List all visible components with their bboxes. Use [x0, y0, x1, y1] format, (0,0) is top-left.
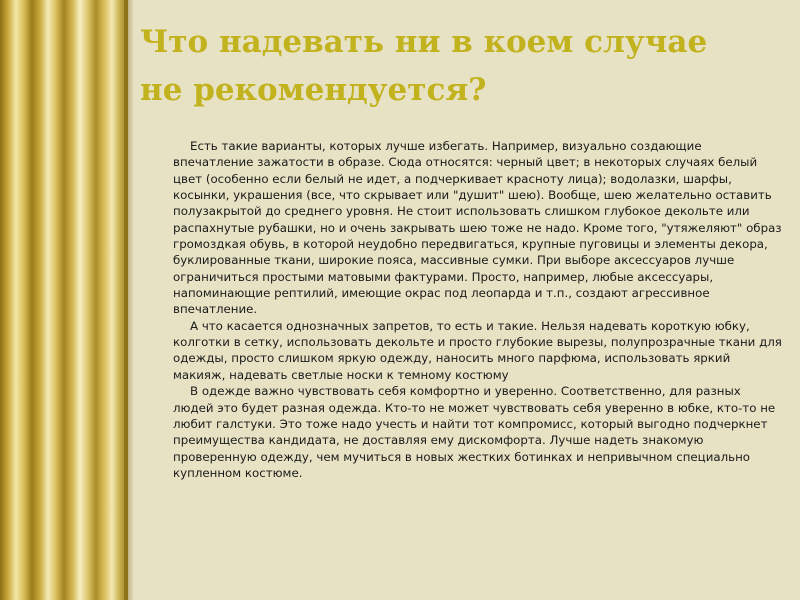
title-line-2: не рекомендуется?	[140, 72, 487, 108]
curtain-shadow	[124, 0, 134, 600]
paragraph-2: А что касается однозначных запретов, то есть и такие. Нельзя надевать короткую юбку, колготки в сетку, использовать декольте и просто глубокие вырезы, полупрозрачные ткани для одежды, просто слишком яркую одежду, наносить много парфюма, использовать яркий макияж, надевать светлые носки к темному костюму	[173, 318, 782, 382]
slide-body-text	[173, 138, 783, 481]
slide-title	[140, 18, 790, 114]
paragraph-1: Есть такие варианты, которых лучше избегать. Например, визуально создающие впечатление зажатости в образе. Сюда относятся: черный цвет; в некоторых случаях белый цвет (особенно если белый не идет, а подчеркивает красноту лица); водолазки, шарфы, косынки, украшения (все, что скрывает или "душит" шею). Вообще, шею желательно оставить полузакрытой до среднего уровня. Не стоит использовать слишком глубокое декольте или распахнутые рубашки, но и очень закрывать шею тоже не надо. Кроме того, "утяжеляют" образ громоздкая обувь, в которой неудобно передвигаться, крупные пуговицы и элементы декора, буклированные ткани, широкие пояса, массивные сумки. При выборе аксессуаров лучше ограничиться простыми матовыми фактурами. Просто, например, любые аксессуары, напоминающие рептилий, имеющие окрас под леопарда и т.п., создают агрессивное впечатление.	[173, 139, 782, 317]
title-line-1: Что надевать ни в коем случае	[140, 24, 708, 60]
paragraph-3: В одежде важно чувствовать себя комфортно и уверенно. Соответственно, для разных людей это будет разная одежда. Кто-то не может чувствовать себя уверенно в юбке, кто-то не любит галстуки. Это тоже надо учесть и найти тот компромисс, который выгодно подчеркнет преимущества кандидата, не доставляя ему дискомфорта. Лучше надеть знакомую проверенную одежду, чем мучиться в новых жестких ботинках и непривычном специально купленном костюме.	[173, 384, 776, 480]
gold-curtain-decoration	[0, 0, 128, 600]
